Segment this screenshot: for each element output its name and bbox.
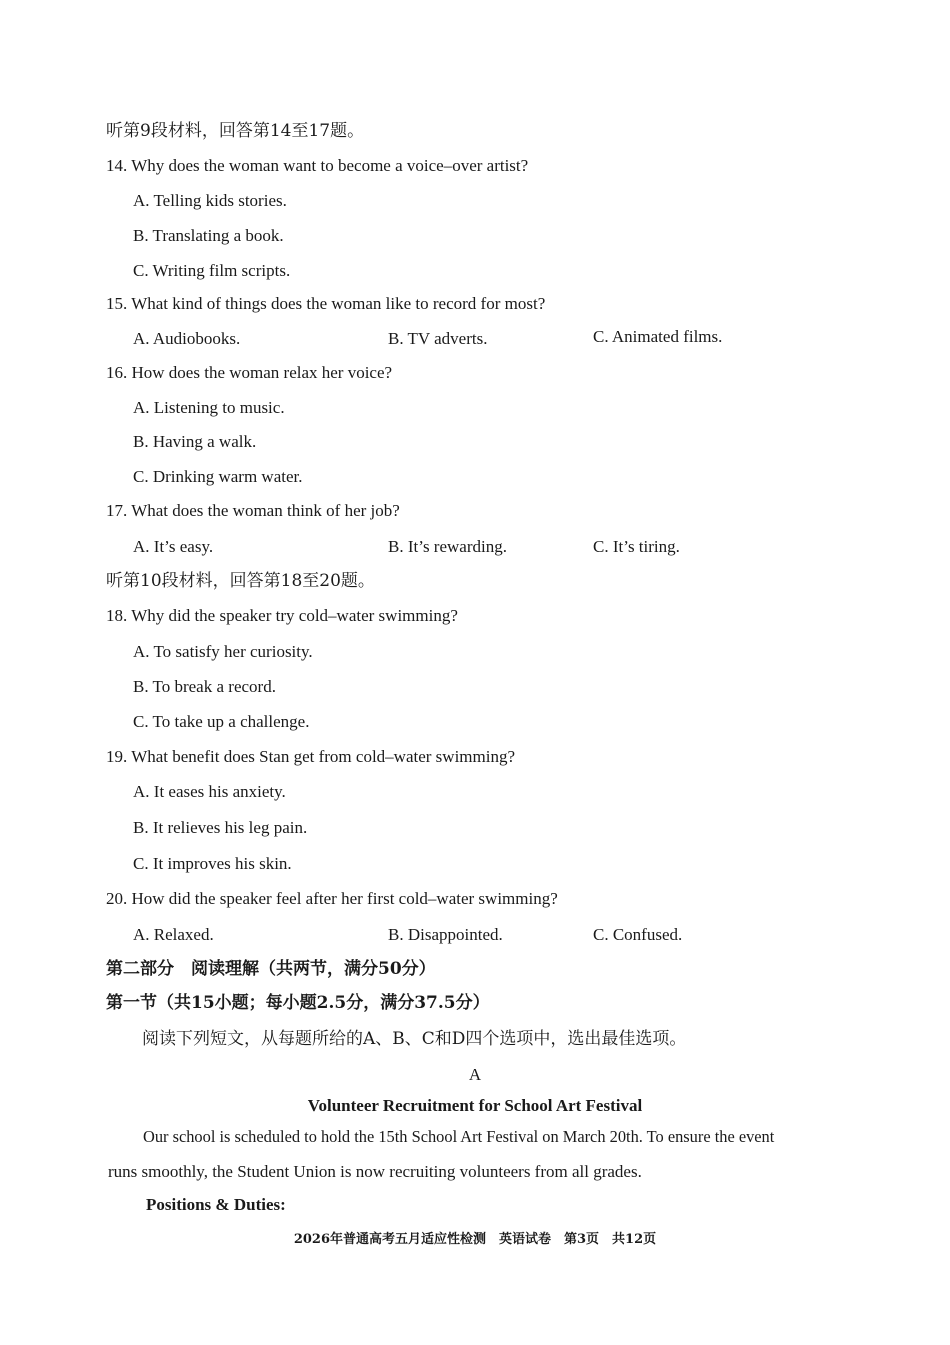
option-20b: B. Disappointed. (388, 925, 503, 944)
question-14: 14. Why does the woman want to become a voice–over artist? (106, 156, 529, 175)
section-instruction-9: 听第9段材料，回答第14至17题。 (106, 121, 365, 141)
passage-paragraph-line-1: Our school is scheduled to hold the 15th School Art Festival on March 20th. To ensure the event (143, 1127, 775, 1146)
passage-label: A (468, 1065, 482, 1084)
option-14a: A. Telling kids stories. (133, 191, 287, 210)
page-footer: 2026年普通高考五月适应性检测 英语试卷 第3页 共12页 (293, 1232, 657, 1247)
part-two-heading: 第二部分 阅读理解（共两节，满分50分） (106, 959, 436, 979)
section-instruction-10: 听第10段材料，回答第18至20题。 (106, 571, 375, 591)
option-20a: A. Relaxed. (133, 925, 214, 944)
option-17b: B. It’s rewarding. (388, 537, 507, 556)
question-19: 19. What benefit does Stan get from cold–water swimming? (106, 747, 516, 766)
option-15b: B. TV adverts. (388, 329, 488, 348)
question-17: 17. What does the woman think of her job? (106, 501, 400, 520)
option-18a: A. To satisfy her curiosity. (133, 642, 313, 661)
question-15: 15. What kind of things does the woman like to record for most? (106, 294, 546, 313)
option-15a: A. Audiobooks. (133, 329, 241, 348)
option-14c: C. Writing film scripts. (133, 261, 291, 280)
option-16a: A. Listening to music. (133, 398, 285, 417)
option-14b: B. Translating a book. (133, 226, 284, 245)
option-17a: A. It’s easy. (133, 537, 214, 556)
option-18c: C. To take up a challenge. (133, 712, 310, 731)
option-19c: C. It improves his skin. (133, 854, 292, 873)
question-18: 18. Why did the speaker try cold–water swimming? (106, 606, 458, 625)
passage-title: Volunteer Recruitment for School Art Festival (307, 1096, 643, 1115)
option-16c: C. Drinking warm water. (133, 467, 303, 486)
option-16b: B. Having a walk. (133, 432, 257, 451)
option-17c: C. It’s tiring. (593, 537, 680, 556)
option-18b: B. To break a record. (133, 677, 276, 696)
section-one-heading: 第一节（共15小题；每小题2.5分，满分37.5分） (106, 993, 490, 1013)
question-20: 20. How did the speaker feel after her first cold–water swimming? (106, 889, 558, 908)
option-19b: B. It relieves his leg pain. (133, 818, 308, 837)
option-15c: C. Animated films. (593, 327, 723, 346)
passage-paragraph-line-2: runs smoothly, the Student Union is now recruiting volunteers from all grades. (108, 1162, 642, 1181)
positions-heading: Positions & Duties: (146, 1195, 286, 1214)
reading-instructions: 阅读下列短文，从每题所给的A、B、C和D四个选项中，选出最佳选项。 (142, 1029, 687, 1049)
option-20c: C. Confused. (593, 925, 683, 944)
option-19a: A. It eases his anxiety. (133, 782, 286, 801)
question-16: 16. How does the woman relax her voice? (106, 363, 393, 382)
